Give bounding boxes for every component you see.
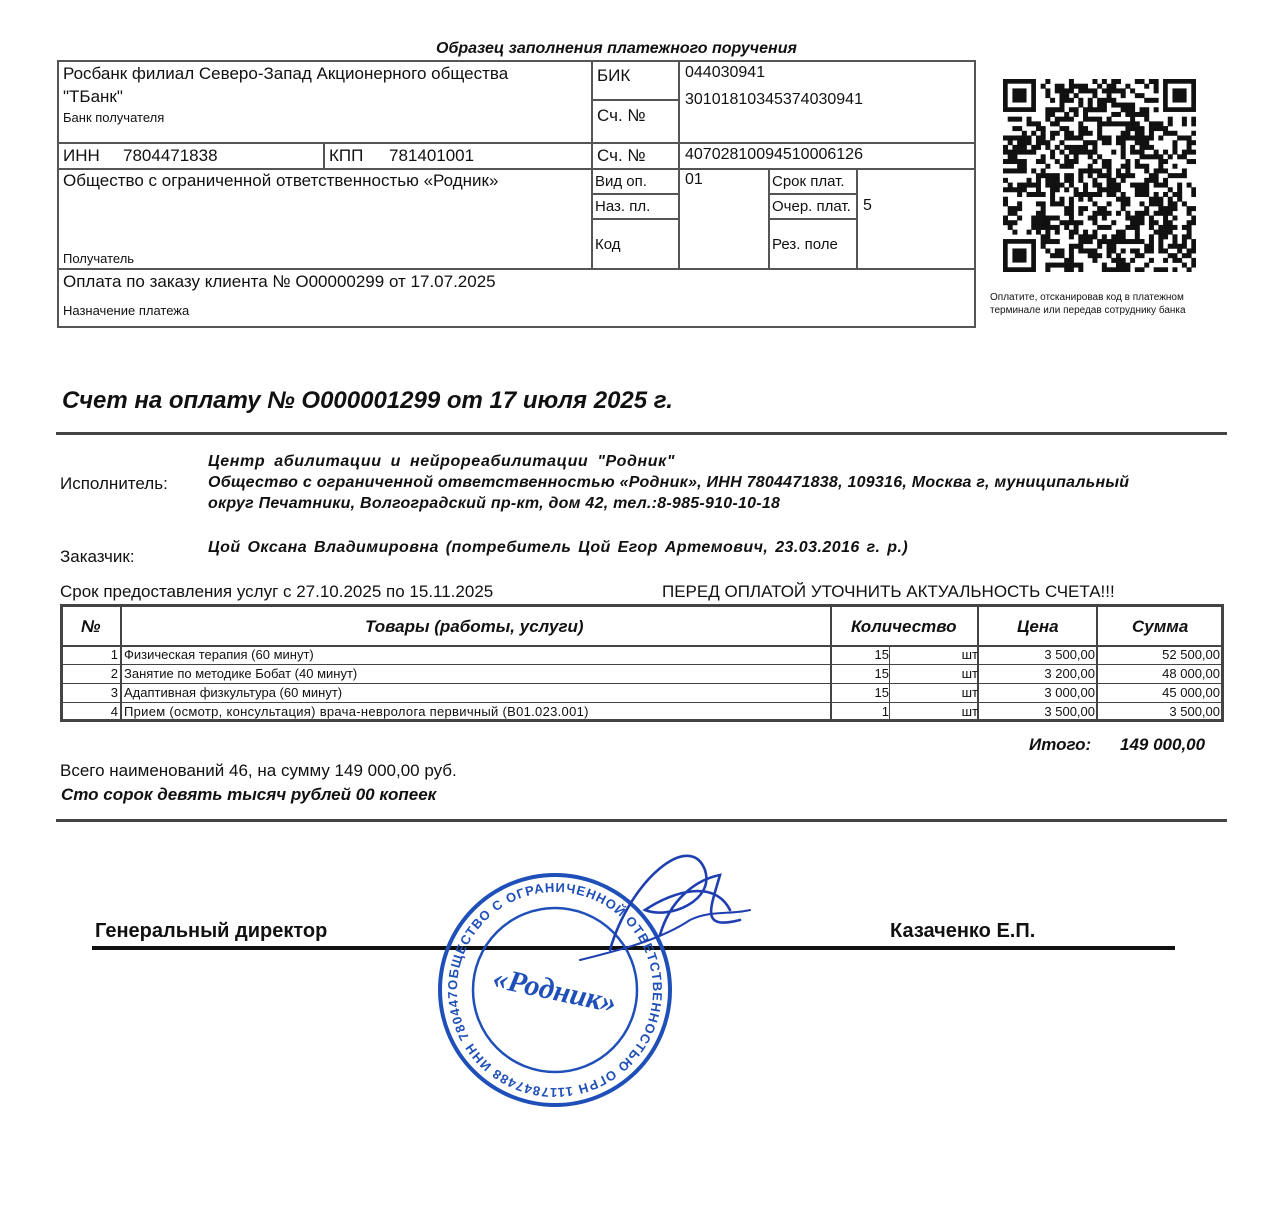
srok-plat-label: Срок плат. bbox=[772, 173, 845, 190]
signer-name: Казаченко Е.П. bbox=[890, 920, 1036, 942]
row-unit: шт bbox=[961, 666, 978, 681]
row-sum: 52 500,00 bbox=[1162, 647, 1220, 662]
kpp-value: 781401001 bbox=[389, 146, 475, 165]
row-unit: шт bbox=[961, 685, 978, 700]
row-price: 3 200,00 bbox=[1044, 666, 1095, 681]
row-price: 3 500,00 bbox=[1044, 704, 1095, 719]
divider bbox=[56, 819, 1227, 822]
bik-value: 044030941 bbox=[685, 64, 766, 81]
total-in-words: Сто сорок девять тысяч рублей 00 копеек bbox=[61, 785, 437, 804]
row-qty: 15 bbox=[874, 647, 889, 662]
header-price: Цена bbox=[1017, 617, 1059, 636]
executor-label: Исполнитель: bbox=[60, 474, 168, 493]
row-name: Занятие по методике Бобат (40 минут) bbox=[124, 666, 358, 681]
payment-form bbox=[57, 60, 976, 328]
customer-value: Цой Оксана Владимировна (потребитель Цой Егор Артемович, 23.03.2016 г. р.) bbox=[208, 539, 909, 556]
customer-label: Заказчик: bbox=[60, 547, 135, 566]
account-label: Сч. № bbox=[597, 146, 646, 165]
row-unit: шт bbox=[961, 704, 978, 719]
bik-label: БИК bbox=[597, 66, 631, 85]
row-num: 4 bbox=[110, 704, 118, 719]
payment-form-title: Образец заполнения платежного поручения bbox=[436, 40, 797, 57]
bank-name: Росбанк филиал Северо-Запад Акционерного общества bbox=[63, 64, 509, 83]
company-seal-icon bbox=[430, 840, 760, 1130]
header-goods: Товары (работы, услуги) bbox=[365, 617, 584, 636]
totals-summary: Всего наименований 46, на сумму 149 000,00 руб. bbox=[60, 761, 457, 780]
naz-pl-label: Наз. пл. bbox=[595, 198, 651, 215]
total-value: 149 000,00 bbox=[1120, 735, 1206, 754]
qr-note-line2: терминале или передав сотруднику банка bbox=[990, 305, 1186, 316]
header-sum: Сумма bbox=[1132, 617, 1189, 636]
svg-text:ОБЩЕСТВО С ОГРАНИЧЕННОЙ ОТВЕТС: ОБЩЕСТВО С ОГРАНИЧЕННОЙ ОТВЕТСТВЕННОСТЬЮ ОГРН 1117847488 ИНН 780447 bbox=[444, 879, 666, 1101]
header-num: № bbox=[81, 617, 101, 636]
row-num: 3 bbox=[110, 685, 118, 700]
payment-purpose: Оплата по заказу клиента № О00000299 от 17.07.2025 bbox=[63, 272, 496, 291]
row-unit: шт bbox=[961, 647, 978, 662]
invoice-title: Счет на оплату № О000001299 от 17 июля 2025 г. bbox=[62, 387, 673, 414]
divider bbox=[56, 432, 1227, 435]
service-period: Срок предоставления услуг с 27.10.2025 по 15.11.2025 bbox=[60, 582, 494, 601]
bank-label: Банк получателя bbox=[63, 110, 165, 125]
corr-account-label: Сч. № bbox=[597, 106, 646, 125]
inn-label: ИНН bbox=[63, 146, 100, 165]
rez-pole-label: Рез. поле bbox=[772, 236, 838, 253]
vid-op-label: Вид оп. bbox=[595, 173, 647, 190]
bank-name-line2: "ТБанк" bbox=[63, 87, 123, 106]
row-name: Физическая терапия (60 минут) bbox=[124, 647, 314, 662]
qr-code-icon bbox=[1003, 79, 1196, 272]
row-num: 1 bbox=[110, 647, 118, 662]
seal-center-text: «Родник» bbox=[490, 961, 620, 1020]
signer-position: Генеральный директор bbox=[95, 920, 328, 942]
executor-line3: округ Печатники, Волгоградский пр-кт, дом 42, тел.:8-985-910-10-18 bbox=[208, 495, 781, 512]
recipient-label: Получатель bbox=[63, 251, 135, 266]
qr-note-line1: Оплатите, отсканировав код в платежном bbox=[990, 292, 1184, 303]
kod-label: Код bbox=[595, 236, 621, 253]
recipient-name: Общество с ограниченной ответственностью «Родник» bbox=[63, 171, 499, 190]
row-qty: 1 bbox=[881, 704, 889, 719]
kpp-label: КПП bbox=[329, 146, 364, 165]
account-value: 40702810094510006126 bbox=[685, 146, 863, 163]
row-qty: 15 bbox=[874, 685, 889, 700]
row-price: 3 500,00 bbox=[1044, 647, 1095, 662]
row-name: Адаптивная физкультура (60 минут) bbox=[124, 685, 343, 700]
row-price: 3 000,00 bbox=[1044, 685, 1095, 700]
payment-purpose-label: Назначение платежа bbox=[63, 303, 190, 318]
row-name: Прием (осмотр, консультация) врача-невролога первичный (В01.023.001) bbox=[124, 704, 589, 719]
vid-op-value: 01 bbox=[685, 171, 703, 188]
total-label: Итого: bbox=[1029, 735, 1092, 754]
row-num: 2 bbox=[110, 666, 118, 681]
executor-line2: Общество с ограниченной ответственностью «Родник», ИНН 7804471838, 109316, Москва г, муниципальный bbox=[208, 474, 1130, 491]
row-sum: 3 500,00 bbox=[1169, 704, 1220, 719]
row-sum: 45 000,00 bbox=[1162, 685, 1220, 700]
warning-text: ПЕРЕД ОПЛАТОЙ УТОЧНИТЬ АКТУАЛЬНОСТЬ СЧЕТА!!! bbox=[662, 582, 1115, 601]
row-sum: 48 000,00 bbox=[1162, 666, 1220, 681]
executor-line1: Центр абилитации и нейрореабилитации "Родник" bbox=[208, 453, 675, 470]
inn-value: 7804471838 bbox=[123, 146, 218, 165]
qr-note bbox=[990, 291, 1230, 317]
corr-account-value: 30101810345374030941 bbox=[685, 91, 863, 108]
header-qty: Количество bbox=[851, 617, 957, 636]
goods-table bbox=[60, 604, 1224, 722]
ocher-plat-label: Очер. плат. bbox=[772, 198, 851, 215]
row-qty: 15 bbox=[874, 666, 889, 681]
ocher-plat-value: 5 bbox=[863, 197, 872, 214]
